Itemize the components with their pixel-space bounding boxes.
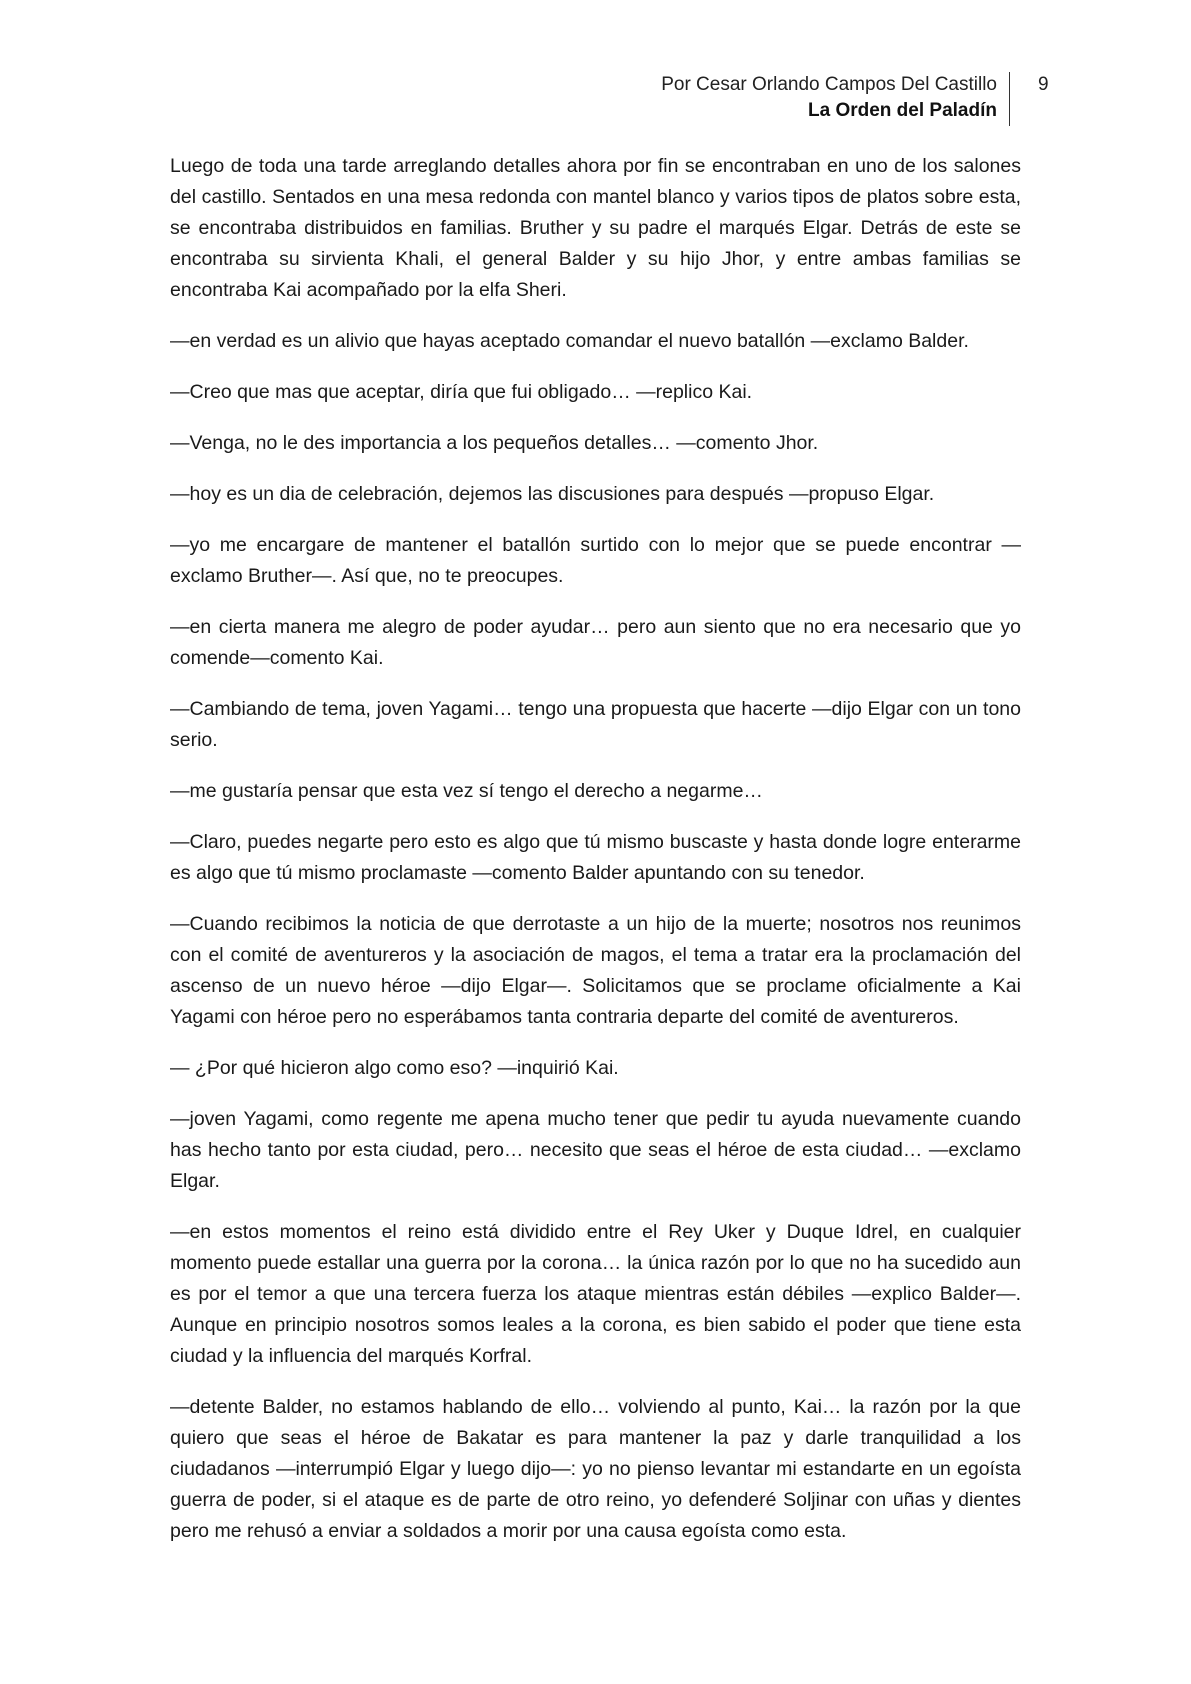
header-author: Por Cesar Orlando Campos Del Castillo	[661, 74, 997, 95]
page-number: 9	[1038, 74, 1049, 95]
document-body	[170, 151, 1021, 1567]
paragraph: —en verdad es un alivio que hayas aceptado comandar el nuevo batallón —exclamo Balder.	[170, 330, 969, 352]
page-header	[661, 72, 1010, 126]
paragraph: —detente Balder, no estamos hablando de ello… volviendo al punto, Kai… la razón por la que quiero que seas el héroe de Bakatar es para mantener la paz y darle tranquilidad a los ciudadanos —interrumpió Elgar y luego dijo—: yo no pienso levantar mi estandarte en un egoísta guerra de poder, si el ataque es de parte de otro reino, yo defenderé Soljinar con uñas y dientes pero me rehusó a enviar a soldados a morir por una causa egoísta como esta.	[170, 1396, 1021, 1542]
paragraph: —hoy es un dia de celebración, dejemos las discusiones para después —propuso Elgar.	[170, 483, 935, 505]
paragraph: — ¿Por qué hicieron algo como eso? —inquirió Kai.	[170, 1057, 619, 1079]
paragraph: —Creo que mas que aceptar, diría que fui obligado… —replico Kai.	[170, 381, 753, 403]
paragraph: —Cuando recibimos la noticia de que derrotaste a un hijo de la muerte; nosotros nos reunimos con el comité de aventureros y la asociación de magos, el tema a tratar era la proclamación del ascenso de un nuevo héroe —dijo Elgar—. Solicitamos que se proclame oficialmente a Kai Yagami con héroe pero no esperábamos tanta contraria departe del comité de aventureros.	[170, 913, 1021, 1028]
paragraph: —Venga, no le des importancia a los pequeños detalles… —comento Jhor.	[170, 432, 819, 454]
paragraph: Luego de toda una tarde arreglando detalles ahora por fin se encontraban en uno de los salones del castillo. Sentados en una mesa redonda con mantel blanco y varios tipos de platos sobre esta, se encontraba distribuidos en familias. Bruther y su padre el marqués Elgar. Detrás de este se encontraba su sirvienta Khali, el general Balder y su hijo Jhor, y entre ambas familias se encontraba Kai acompañado por la elfa Sheri.	[170, 155, 1021, 301]
header-book-title: La Orden del Paladín	[808, 100, 997, 121]
paragraph: —Cambiando de tema, joven Yagami… tengo una propuesta que hacerte —dijo Elgar con un tono serio.	[170, 698, 1021, 751]
paragraph: —en estos momentos el reino está dividido entre el Rey Uker y Duque Idrel, en cualquier momento puede estallar una guerra por la corona… la única razón por lo que no ha sucedido aun es por el temor a que una tercera fuerza los ataque mientras están débiles —explico Balder—. Aunque en principio nosotros somos leales a la corona, es bien sabido el poder que tiene esta ciudad y la influencia del marqués Korfral.	[170, 1221, 1021, 1367]
paragraph: —Claro, puedes negarte pero esto es algo que tú mismo buscaste y hasta donde logre enterarme es algo que tú mismo proclamaste —comento Balder apuntando con su tenedor.	[170, 831, 1021, 884]
paragraph: —joven Yagami, como regente me apena mucho tener que pedir tu ayuda nuevamente cuando has hecho tanto por esta ciudad, pero… necesito que seas el héroe de esta ciudad… —exclamo Elgar.	[170, 1108, 1021, 1192]
paragraph: —yo me encargare de mantener el batallón surtido con lo mejor que se puede encontrar —exclamo Bruther—. Así que, no te preocupes.	[170, 534, 1021, 587]
paragraph: —en cierta manera me alegro de poder ayudar… pero aun siento que no era necesario que yo comende—comento Kai.	[170, 616, 1021, 669]
paragraph: —me gustaría pensar que esta vez sí tengo el derecho a negarme…	[170, 780, 763, 802]
